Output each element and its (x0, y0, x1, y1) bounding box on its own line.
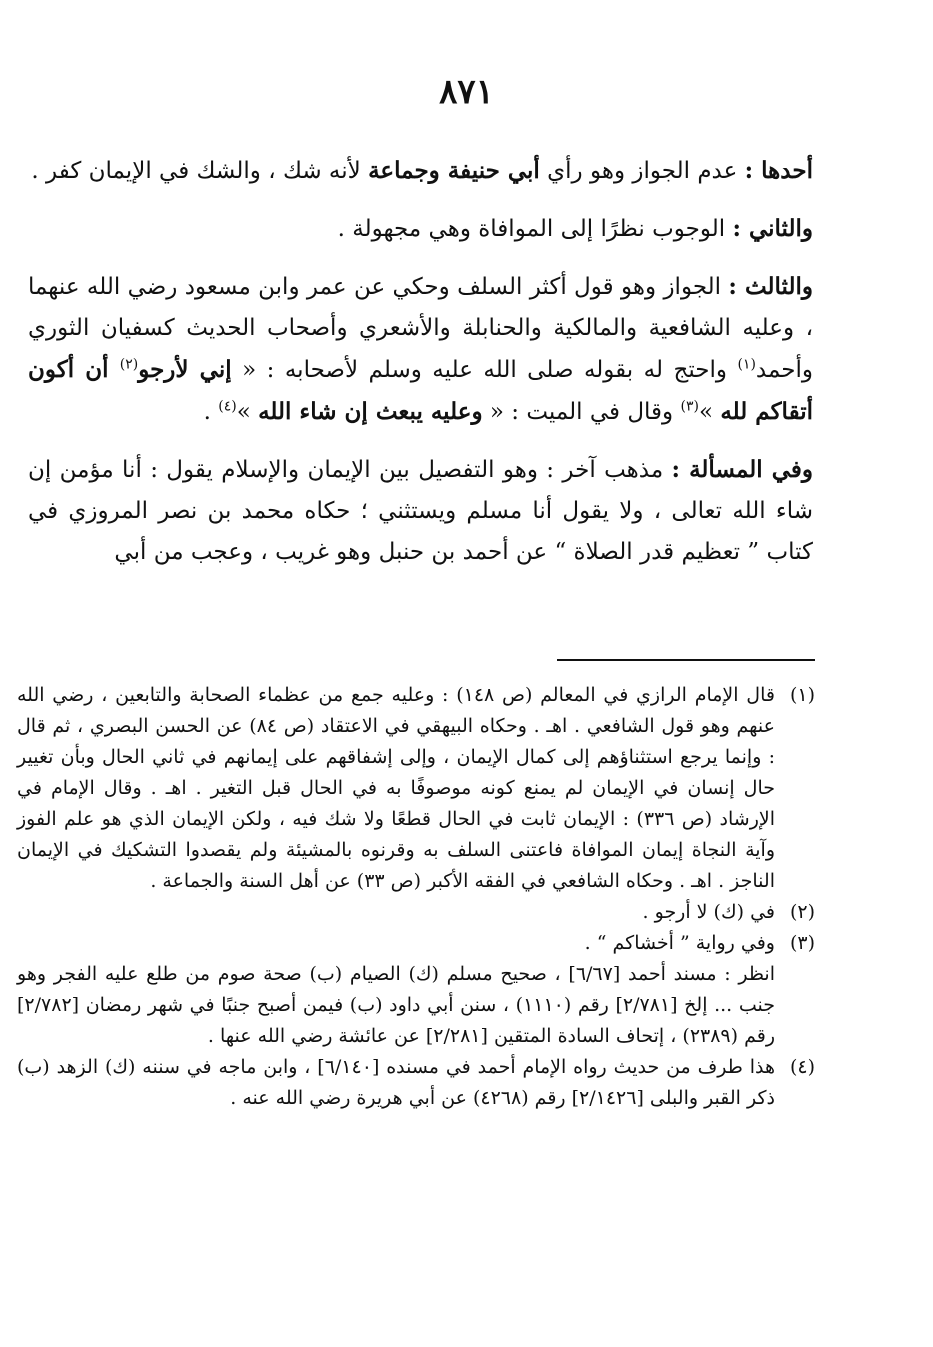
hadith-quote: أن أكون أتقاكم لله (28, 356, 813, 425)
footnotes (17, 680, 815, 1114)
text-segment: » (698, 399, 721, 425)
paragraph-third-opinion (28, 266, 813, 433)
footnote-3-sources: انظر : مسند أحمد [٦/٦٧] ، صحيح مسلم (ك) الصيام (ب) صحة صوم من طلع عليه الفجر وهو جنب ... إلخ [٢/٧٨١] رقم (١١١٠) ، سنن أبي داود (ب) فيمن أصبح جنبًا في شهر رمضان [٢/٧٨٢] رقم (٢٣٨٩) ، إتحاف السادة المتقين [٢/٢٨١] عن عائشة رضي الله عنها . (17, 963, 775, 1047)
footnote-1 (17, 680, 815, 897)
footnote-text: قال الإمام الرازي في المعالم (ص ١٤٨) : وعليه جمع من عظماء الصحابة والتابعين ، رضي الله عنهم وهو قول الشافعي . اهـ . وحكاه البيهقي في الاعتقاد (ص ٨٤) عن الحسن البصري ، ثم قال : وإنما يرجع استثناؤهم إلى كمال الإيمان ، وإلى إشفاقهم على إيمانهم في ثاني الحال وبأن تغيير حال إنسان في الإيمان لم يمنع كونه موصوفًا به في الحال قبل التغير . اهـ . وقال الإمام في الإرشاد (ص ٣٣٦) : الإيمان ثابت في الحال قطعًا ولا شك فيه ، ولكن الإيمان الذي هو علم الفوز وآية النجاة إيمان الموافاة فاعتنى السلف به وقرنوه بالمشيئة ولم يقصدوا التشكيك في الإيمان الناجز . اهـ . وحكاه الشافعي في الفقه الأكبر (ص ٣٣) عن أهل السنة والجماعة . (17, 684, 775, 892)
paragraph-lead: والثاني : (732, 215, 813, 242)
footnote-number: (١) (789, 684, 815, 706)
footnote-4 (17, 1052, 815, 1114)
footnote-text: في (ك) لا أرجو . (642, 901, 775, 923)
paragraph-other-opinion (28, 449, 813, 573)
text-segment: الوجوب نظرًا إلى الموافاة وهي مجهولة . (337, 216, 733, 242)
text-segment: عدم الجواز وهو رأي (539, 158, 745, 184)
text-segment: الجواز وهو قول أكثر السلف وحكي عن عمر وابن مسعود رضي الله عنهما ، وعليه الشافعية والمالكية والحنابلة والأشعري وأصحاب الحديث كسفيان الثوري وأحمد (28, 274, 814, 383)
hadith-quote: إني لأرجو (138, 356, 232, 383)
footnote-text: وفي رواية ” أخشاكم “ . (584, 932, 775, 954)
text-segment: واحتج له بقوله صلى الله عليه وسلم لأصحابه : « (231, 357, 738, 383)
page-number: ٨٧١ (439, 72, 494, 112)
text-segment: لأنه شك ، والشك في الإيمان كفر . (31, 158, 369, 184)
text-segment: مذهب آخر : وهو التفصيل بين الإيمان والإسلام يقول : أنا مؤمن إن شاء الله تعالى ، ولا يقول أنا مسلم ويستثني ؛ حكاه محمد بن نصر المروزي في كتاب ” تعظيم قدر الصلاة “ عن أحمد بن حنبل وهو غريب ، وعجب من أبي (28, 457, 813, 565)
text-segment-bold: أبي حنيفة وجماعة (368, 157, 540, 184)
footnote-number: (٢) (789, 901, 815, 923)
footnote-divider (557, 659, 815, 661)
paragraph-lead: وفي المسألة : (671, 456, 813, 483)
paragraph-second-opinion (28, 208, 813, 250)
paragraph-lead: والثالث : (728, 273, 813, 300)
footnote-2 (17, 897, 815, 928)
text-segment: » (236, 399, 259, 425)
paragraph-first-opinion (28, 150, 813, 192)
footnote-marker[interactable]: (٢) (119, 356, 139, 373)
footnote-marker[interactable]: (٣) (680, 398, 699, 415)
main-text (28, 150, 813, 589)
footnote-text: هذا طرف من حديث رواه الإمام أحمد في مسنده [٦/١٤٠] ، وابن ماجه في سننه (ك) الزهد (ب) ذكر القبر والبلى [٢/١٤٢٦] رقم (٤٢٦٨) عن أبي هريرة رضي الله عنه . (17, 1056, 776, 1109)
footnote-number: (٣) (789, 932, 815, 954)
footnote-number: (٤) (789, 1056, 815, 1078)
text-segment: . (203, 399, 219, 425)
text-segment: وقال في الميت : « (482, 399, 681, 425)
footnote-3 (17, 928, 815, 959)
footnote-marker[interactable]: (١) (737, 356, 756, 373)
hadith-quote: وعليه يبعث إن شاء الله (258, 398, 483, 425)
paragraph-lead: أحدها : (744, 157, 813, 184)
footnote-marker[interactable]: (٤) (218, 398, 237, 415)
